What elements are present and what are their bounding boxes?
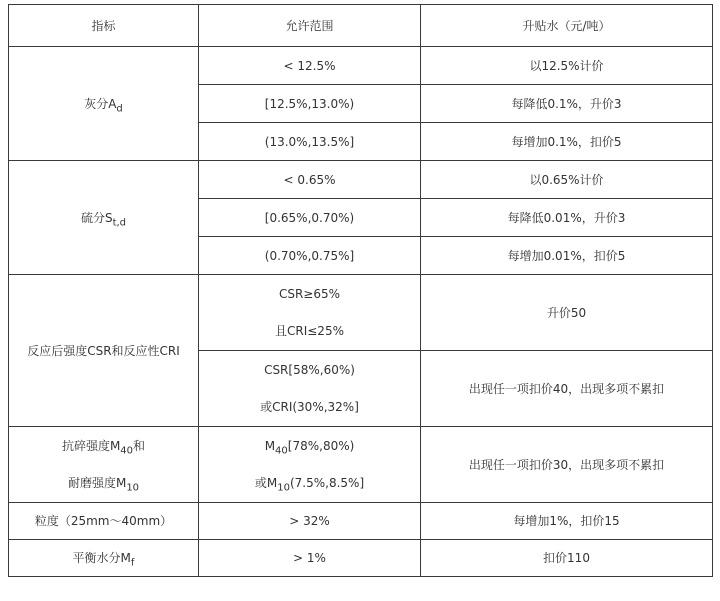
range-cell [199,275,421,351]
adjustment-cell: 每增加1%，扣价15 [421,503,713,540]
adjustment-cell: 出现任一项扣价40，出现多项不累扣 [421,351,713,427]
range-cell: (0.70%,0.75%] [199,237,421,275]
range-cell: < 12.5% [199,47,421,85]
range-line: 或CRI(30%,32%] [260,400,359,414]
label-line: 抗碎强度$M_{40}$和 [61,439,146,457]
table-row [9,503,713,540]
adjustment-cell: 扣价110 [421,540,713,577]
header-range: 允许范围 [199,5,421,47]
range-line: 且CRI≤25% [275,324,344,338]
adjustment-cell: 每增加0.1%，扣价5 [421,123,713,161]
adjustment-cell: 出现任一项扣价30，出现多项不累扣 [421,427,713,503]
moisture-label: 平衡水分$M_f$ [9,540,199,577]
adjustment-cell: 每降低0.1%，升价3 [421,85,713,123]
table-row [9,161,713,199]
range-cell: > 1% [199,540,421,577]
range-cell: > 32% [199,503,421,540]
range-line: CSR[58%,60%) [264,363,355,377]
granularity-label: 粒度（25mm～40mm） [9,503,199,540]
adjustment-cell: 每降低0.01%，升价3 [421,199,713,237]
range-line: CSR≥65% [278,287,341,301]
header-row [9,5,713,47]
table-row [9,47,713,85]
range-cell: < 0.65% [199,161,421,199]
ash-label: 灰分$A_d$ [9,47,199,161]
adjustment-cell: 升价50 [421,275,713,351]
header-indicator: 指标 [9,5,199,47]
label-line: 耐磨强度$M_{10}$ [67,476,140,494]
strength-label [9,427,199,503]
range-line: 或$M_{10}(7.5\%,8.5\%]$ [254,476,365,494]
table-row [9,540,713,577]
range-line: $M_{40}[78\%,80\%)$ [264,439,355,457]
range-cell: [0.65%,0.70%) [199,199,421,237]
range-cell [199,351,421,427]
coke-quality-table [8,4,713,577]
range-cell: [12.5%,13.0%) [199,85,421,123]
adjustment-cell: 每增加0.01%，扣价5 [421,237,713,275]
csr-label: 反应后强度CSR和反应性CRI [9,275,199,427]
table-row [9,427,713,503]
range-cell: (13.0%,13.5%] [199,123,421,161]
header-adjustment: 升贴水（元/吨） [421,5,713,47]
range-cell [199,427,421,503]
adjustment-cell: 以0.65%计价 [421,161,713,199]
adjustment-cell: 以12.5%计价 [421,47,713,85]
table-row [9,275,713,351]
sulfur-label: 硫分$S_{t,d}$ [9,161,199,275]
